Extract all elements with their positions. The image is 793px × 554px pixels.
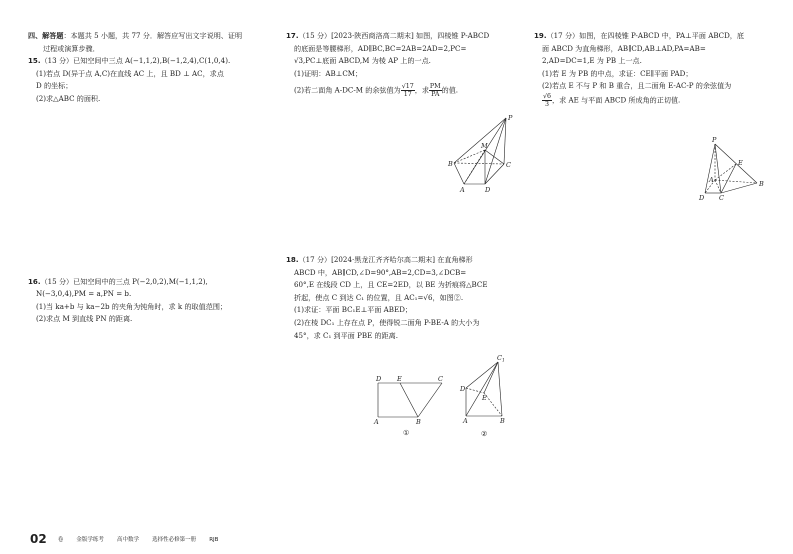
fraction-pm-pa: $\frac{PM}{PA}$ <box>429 83 441 99</box>
question-19: 19.（17 分）如图，在四棱锥 P-ABCD 中，PA⊥平面 ABCD，底 面 ABCD 为直角梯形，AB∥CD,AB⊥AD,PA=AB= 2,AD=DC=1,E 为 PB 上一点. (1)若 E 为 PB 的中点，求证：CE∥平面 PAD； (2)若点 E 不与 P 和 B 重合，且二面角 E-AC-P 的余弦值为 $\frac{√6}{3}$ ，求 AE 与平面 ABCD 所成角的正切值. <box>534 31 744 108</box>
fraction-sqrt6-3: $\frac{√6}{3}$ <box>543 92 552 108</box>
label-a: A <box>709 176 714 184</box>
label-e: E <box>482 394 487 402</box>
figure-q19-pyramid <box>693 136 769 206</box>
figure-q17-pyramid <box>440 112 520 197</box>
column-left <box>28 30 273 326</box>
section-header: 四、解答题：本题共 5 小题，共 77 分．解答应写出文字说明、证明 <box>28 31 243 40</box>
footer-subject: 高中数学 <box>117 537 140 543</box>
label-b: B <box>500 417 505 425</box>
question-18: 18.（17 分）[2024·黑龙江齐齐哈尔高二期末] 在直角梯形 ABCD 中，AB∥CD,∠D=90°,AB=2,CD=3,∠DCB= 60°,E 在线段 CD 上，且 CE=2ED，以 BE 为折痕将△BCE 折起，使点 C 到达 C₁ 的位置，且 AC₁=√6，如图②. (1)求证：平面 BC₁E⊥平面 ABED； (2)在棱 DC₁ 上存在点 P，使得锐二面角 P-BE-A 的大小为 45°，求 C₁ 到平面 PBE 的距离. <box>286 255 488 340</box>
page-number: 02 <box>30 532 47 546</box>
footer-book: 选择性必修第一册 <box>152 537 197 543</box>
label-a: A <box>460 186 465 194</box>
label-m: M <box>481 142 488 150</box>
label-d: D <box>460 385 466 393</box>
question-17: 17.（15 分）[2023·陕西商洛高二期末] 如图，四棱锥 P-ABCD 的底面是等腰梯形，AD∥BC,BC=2AB=2AD=2,PC= √3,PC⊥底面 ABCD,M 为棱 AP 上的一点. (1)证明：AB⊥CM； (2)若二面角 A-DC-M 的余弦值为 $\frac{√17}{17}$ ，求 $\frac{PM}{PA}$ 的值. <box>286 31 490 99</box>
column-middle-lower <box>286 254 526 342</box>
label-d: D <box>699 194 705 202</box>
question-16: 16.（15 分）已知空间中的三点 P(−2,0,2),M(−1,1,2), N(−3,0,4),PM = a,PN = b. (1)当 ka+b 与 ka−2b 的夹角为钝角时，求 k 的取值范围； (2)求点 M 到直线 PN 的距离. <box>28 276 228 324</box>
footer-edition: RJB <box>209 537 219 543</box>
label-c: C <box>438 375 443 383</box>
label-e: E <box>738 159 743 167</box>
figure-q18-trapezoid <box>372 372 452 440</box>
label-p: P <box>508 114 513 122</box>
label-c1: $C_1$ <box>497 354 505 364</box>
column-middle <box>286 30 526 98</box>
label-d: D <box>485 186 491 194</box>
label-e: E <box>397 375 402 383</box>
fraction-sqrt17-17: $\frac{√17}{17}$ <box>401 83 414 99</box>
label-d: D <box>376 375 382 383</box>
label-c: C <box>506 161 511 169</box>
label-b: B <box>448 160 453 168</box>
figure-caption-2: ② <box>481 430 488 438</box>
column-right <box>534 30 769 108</box>
label-c: C <box>719 194 724 202</box>
footer-juan: 卷 <box>57 537 64 543</box>
label-b: B <box>759 180 764 188</box>
page-footer <box>30 528 218 547</box>
label-a: A <box>463 417 468 425</box>
figure-q18-folded <box>456 352 514 440</box>
question-15: 15.（13 分）已知空间中三点 A(−1,1,2),B(−1,2,4),C(1,0,4). (1)若点 D(异于点 A,C)在直线 AC 上，且 BD ⊥ AC，求点 D 的坐标； (2)求△ABC 的面积. <box>28 56 231 103</box>
label-a: A <box>374 418 379 426</box>
label-p: P <box>712 136 717 144</box>
section-desc: 过程或演算步骤． <box>43 43 100 53</box>
figure-caption-1: ① <box>403 429 410 437</box>
footer-brand: 金版学练考 <box>76 537 104 543</box>
label-b: B <box>416 418 421 426</box>
